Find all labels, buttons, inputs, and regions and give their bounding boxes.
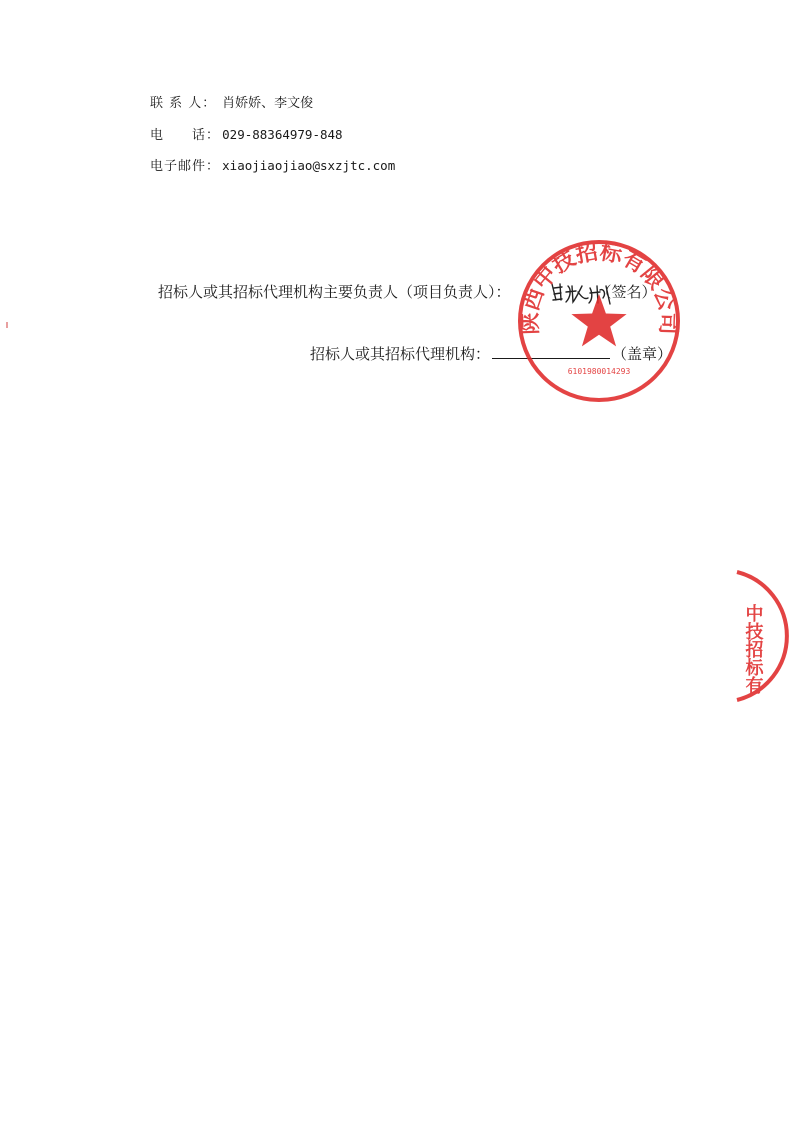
seal-code: 6101980014293 — [567, 367, 631, 376]
email-value: xiaojiaojiao@sxzjtc.com — [222, 158, 396, 173]
contact-person-label: 联 系 人： — [150, 96, 217, 111]
phone-value: 029-88364979-848 — [222, 127, 343, 142]
phone-row — [150, 126, 343, 145]
seam-seal-text: 中技招标有 — [742, 604, 764, 694]
email-row — [150, 157, 395, 176]
seal-text: 陕西中技招标有限公司 — [516, 238, 682, 335]
margin-mark — [6, 322, 8, 328]
agency-label: 招标人或其招标代理机构： — [310, 345, 491, 363]
phone-label: 电 话： — [150, 128, 221, 143]
responsible-suffix: （签名） — [596, 283, 657, 301]
seam-seal — [733, 570, 793, 702]
contact-person-row — [150, 95, 313, 113]
company-seal — [516, 238, 682, 404]
responsible-label: 招标人或其招标代理机构主要负责人（项目负责人）： — [158, 283, 511, 301]
email-label: 电子邮件： — [150, 159, 221, 174]
agency-suffix: （盖章） — [612, 345, 673, 363]
contact-person-value: 肖娇娇、李文俊 — [222, 96, 314, 111]
seal-star — [571, 294, 626, 346]
